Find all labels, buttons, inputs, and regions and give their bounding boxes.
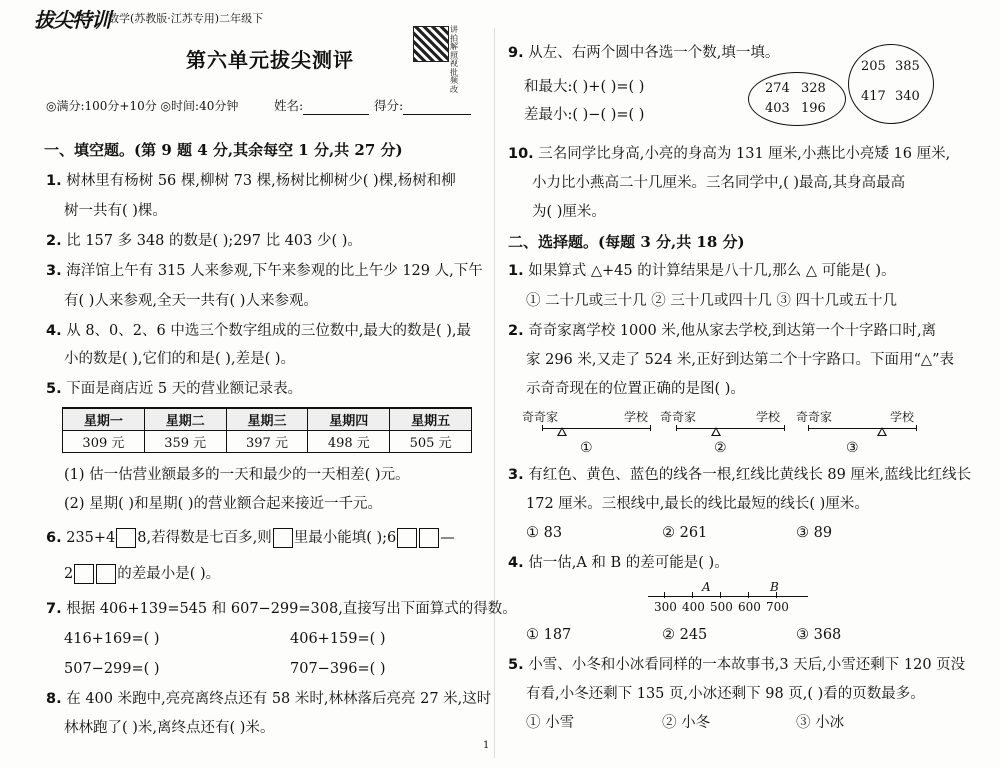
- q3-line1: [46, 262, 483, 280]
- score-label: 得分:: [374, 98, 404, 113]
- q10-number: 10.: [508, 146, 534, 162]
- q8-line2: 林林跑了( )米,离终点还有( )米。: [64, 720, 275, 736]
- brand-logo: 拔尖特训: [34, 8, 110, 32]
- route-tick: [916, 425, 917, 431]
- answer-box[interactable]: [96, 564, 116, 584]
- oval-number: 274: [765, 81, 790, 96]
- table-header-cell: 星期四: [308, 408, 390, 431]
- qr-label: 讲拍解照视批频改: [450, 25, 458, 94]
- table-cell: 498 元: [308, 431, 390, 453]
- c2-text1: 奇奇家离学校 1000 米,他从家去学校,到达第一个十字路口时,离: [528, 323, 937, 339]
- sales-table: [62, 407, 472, 453]
- axis-tick: [692, 592, 693, 598]
- route-tick: [808, 425, 809, 431]
- section2-heading: 二、选择题。(每题 3 分,共 18 分): [508, 233, 745, 251]
- c2-line1: [508, 322, 936, 340]
- q8-text1: 在 400 米跑中,亮亮离终点还有 58 米时,林林落后亮亮 27 米,这时: [66, 691, 492, 707]
- c1-text1: 如果算式 △+45 的计算结果是八十几,那么 △ 可能是( )。: [528, 263, 896, 279]
- answer-box[interactable]: [419, 528, 439, 548]
- axis-label: 400: [682, 600, 705, 614]
- q3-text1: 海洋馆上午有 315 人来参观,下午来参观的比上午少 129 人,下午: [66, 263, 483, 279]
- page-number: 1: [483, 740, 490, 751]
- diagram-label: ③: [846, 440, 859, 456]
- route-line: [676, 428, 784, 429]
- q9-diff: 差最小:( )−( )=( ): [524, 107, 645, 123]
- score-field[interactable]: [374, 97, 471, 115]
- c5-line2: 有看,小冬还剩下 135 页,小冰还剩下 98 页,( )看的页数最多。: [526, 686, 925, 702]
- q4-number: 4.: [46, 323, 62, 339]
- section1-heading: 一、填空题。(第 9 题 4 分,其余每空 1 分,共 27 分): [44, 141, 403, 159]
- c1-number: 1.: [508, 263, 524, 279]
- route-tick: [650, 425, 651, 431]
- table-cell: 397 元: [226, 431, 308, 453]
- score-info: ◎满分:100分+10分 ◎时间:40分钟: [46, 99, 239, 113]
- book-subtitle: 数学(苏教版·江苏专用)二年级下: [108, 12, 264, 25]
- table-cell: 359 元: [144, 431, 226, 453]
- qr-code-icon[interactable]: [413, 26, 449, 62]
- c3-number: 3.: [508, 467, 524, 483]
- left-number-oval: [748, 72, 846, 126]
- q10-line2: 小力比小燕高二十几厘米。三名同学中,( )最高,其身高最高: [532, 175, 906, 191]
- q9-line1: [508, 44, 779, 62]
- route-tick: [676, 425, 677, 431]
- q1-text1: 树林里有杨树 56 棵,柳树 73 棵,杨树比柳树少( )棵,杨树和柳: [66, 173, 456, 189]
- c5-text1: 小雪、小冬和小冰看同样的一本故事书,3 天后,小雪还剩下 120 页没: [528, 657, 966, 673]
- q6-line2: [64, 564, 220, 584]
- c5-option[interactable]: ① 小雪: [526, 715, 575, 731]
- oval-number: 403: [765, 101, 790, 116]
- c3-text1: 有红色、黄色、蓝色的线各一根,红线比黄线长 89 厘米,蓝线比红线长: [528, 467, 972, 483]
- q4-line2: 小的数是( ),它们的和是( ),差是( )。: [64, 351, 295, 367]
- page-title: 第六单元拔尖测评: [186, 48, 354, 72]
- q3-number: 3.: [46, 263, 62, 279]
- oval-number: 328: [801, 81, 826, 96]
- q7-expr: 416+169=( ): [64, 631, 160, 647]
- right-number-oval: [848, 44, 934, 124]
- q2-line1: [46, 232, 362, 250]
- table-cell: 309 元: [63, 431, 145, 453]
- home-label: 奇奇家: [522, 410, 559, 424]
- q5-text1: 下面是商店近 5 天的营业额记录表。: [66, 381, 303, 397]
- answer-box[interactable]: [273, 528, 293, 548]
- c4-option[interactable]: ③ 368: [796, 627, 842, 643]
- q7-number: 7.: [46, 601, 62, 617]
- oval-number: 196: [801, 101, 826, 116]
- position-triangle-icon: [557, 427, 567, 436]
- q1-line2: 树一共有( )棵。: [64, 203, 167, 219]
- q5-sub2: (2) 星期( )和星期( )的营业额合起来接近一千元。: [64, 496, 382, 512]
- c5-option[interactable]: ③ 小冰: [796, 715, 845, 731]
- home-label: 奇奇家: [796, 410, 833, 424]
- home-label: 奇奇家: [660, 410, 697, 424]
- route-tick: [542, 425, 543, 431]
- position-triangle-icon: [877, 427, 887, 436]
- q6-part3: 里最小能填( );6: [293, 530, 397, 546]
- q6-part1: 235+4: [66, 530, 116, 546]
- answer-box[interactable]: [116, 528, 136, 548]
- route-line: [808, 428, 916, 429]
- q2-number: 2.: [46, 233, 62, 249]
- c4-line1: [508, 554, 729, 572]
- q6-part2: 8,若得数是七百多,则: [137, 530, 272, 546]
- c2-line2: 家 296 米,又走了 524 米,正好到达第二个十字路口。下面用“△”表: [526, 352, 954, 368]
- oval-number: 205: [861, 59, 886, 74]
- answer-box[interactable]: [397, 528, 417, 548]
- table-header-cell: 星期五: [390, 408, 472, 431]
- c3-line1: [508, 466, 971, 484]
- q8-number: 8.: [46, 691, 62, 707]
- oval-number: 385: [895, 59, 920, 74]
- axis-label: 300: [654, 600, 677, 614]
- q7-expr: 707−396=( ): [290, 661, 386, 677]
- c3-line2: 172 厘米。三根线中,最长的线比最短的线长( )厘米。: [526, 496, 869, 512]
- q7-text1: 根据 406+139=545 和 607−299=308,直接写出下面算式的得数。: [66, 601, 517, 617]
- q1-line1: [46, 172, 456, 190]
- c4-text1: 估一估,A 和 B 的差可能是( )。: [528, 555, 729, 571]
- c2-number: 2.: [508, 323, 524, 339]
- q6-number: 6.: [46, 530, 62, 546]
- q10-line1: [508, 145, 950, 163]
- q9-sum: 和最大:( )+( )=( ): [524, 79, 645, 95]
- q9-number: 9.: [508, 45, 524, 61]
- q4-line1: [46, 322, 471, 340]
- school-label: 学校: [756, 410, 781, 424]
- q5-number: 5.: [46, 381, 62, 397]
- c2-line3: 示奇奇现在的位置正确的是图( )。: [526, 381, 745, 397]
- q6-part5: 2: [64, 566, 74, 582]
- c4-option[interactable]: ② 245: [662, 627, 708, 643]
- c4-number: 4.: [508, 555, 524, 571]
- q6-part6: 的差最小是( )。: [117, 566, 221, 582]
- axis-tick: [664, 592, 665, 598]
- c5-option[interactable]: ② 小冬: [662, 715, 711, 731]
- q2-text1: 比 157 多 348 的数是( );297 比 403 少( )。: [66, 233, 362, 249]
- c3-option[interactable]: ③ 89: [796, 525, 833, 541]
- name-blank[interactable]: [303, 100, 369, 115]
- q1-number: 1.: [46, 173, 62, 189]
- point-b-label: B: [770, 580, 779, 594]
- c5-number: 5.: [508, 657, 524, 673]
- oval-number: 417: [861, 89, 886, 104]
- c1-options[interactable]: ① 二十几或三十几 ② 三十几或四十几 ③ 四十几或五十几: [526, 293, 898, 309]
- q3-line2: 有( )人来参观,全天一共有( )人来参观。: [64, 293, 318, 309]
- c3-option[interactable]: ① 83: [526, 525, 563, 541]
- axis-tick: [720, 592, 721, 598]
- point-a-label: A: [702, 580, 711, 594]
- q6-part4: —: [440, 530, 455, 546]
- q7-line1: [46, 600, 517, 618]
- q4-text1: 从 8、0、2、6 中选三个数字组成的三位数中,最大的数是( ),最: [66, 323, 471, 339]
- table-row: [63, 431, 472, 453]
- q7-expr: 406+159=( ): [290, 631, 386, 647]
- diagram-label: ②: [714, 440, 727, 456]
- q9-text1: 从左、右两个圆中各选一个数,填一填。: [528, 45, 780, 61]
- table-header-row: [63, 408, 472, 431]
- position-triangle-icon: [711, 427, 721, 436]
- school-label: 学校: [624, 410, 649, 424]
- axis-label: 700: [766, 600, 789, 614]
- q8-line1: [46, 690, 491, 708]
- c5-line1: [508, 656, 965, 674]
- q5-sub1: (1) 估一估营业额最多的一天和最少的一天相差( )元。: [64, 467, 410, 483]
- axis-label: 500: [710, 600, 733, 614]
- axis-label: 600: [738, 600, 761, 614]
- score-blank[interactable]: [403, 100, 471, 115]
- q10-line3: 为( )厘米。: [532, 204, 606, 220]
- name-label: 姓名:: [274, 98, 304, 113]
- table-cell: 505 元: [390, 431, 472, 453]
- school-label: 学校: [890, 410, 915, 424]
- axis-tick: [748, 592, 749, 598]
- q7-expr: 507−299=( ): [64, 661, 160, 677]
- axis-line: [648, 596, 808, 597]
- answer-box[interactable]: [74, 564, 94, 584]
- diagram-label: ①: [580, 440, 593, 456]
- q6-line1: [46, 528, 455, 548]
- oval-number: 340: [895, 89, 920, 104]
- table-header-cell: 星期一: [63, 408, 145, 431]
- c3-option[interactable]: ② 261: [662, 525, 708, 541]
- column-divider: [494, 28, 495, 758]
- table-header-cell: 星期三: [226, 408, 308, 431]
- q10-text1: 三名同学比身高,小亮的身高为 131 厘米,小燕比小亮矮 16 厘米,: [538, 146, 951, 162]
- c4-option[interactable]: ① 187: [526, 627, 572, 643]
- table-header-cell: 星期二: [144, 408, 226, 431]
- name-field[interactable]: [274, 97, 369, 115]
- c1-line1: [508, 262, 896, 280]
- route-tick: [784, 425, 785, 431]
- q5-line1: [46, 380, 302, 398]
